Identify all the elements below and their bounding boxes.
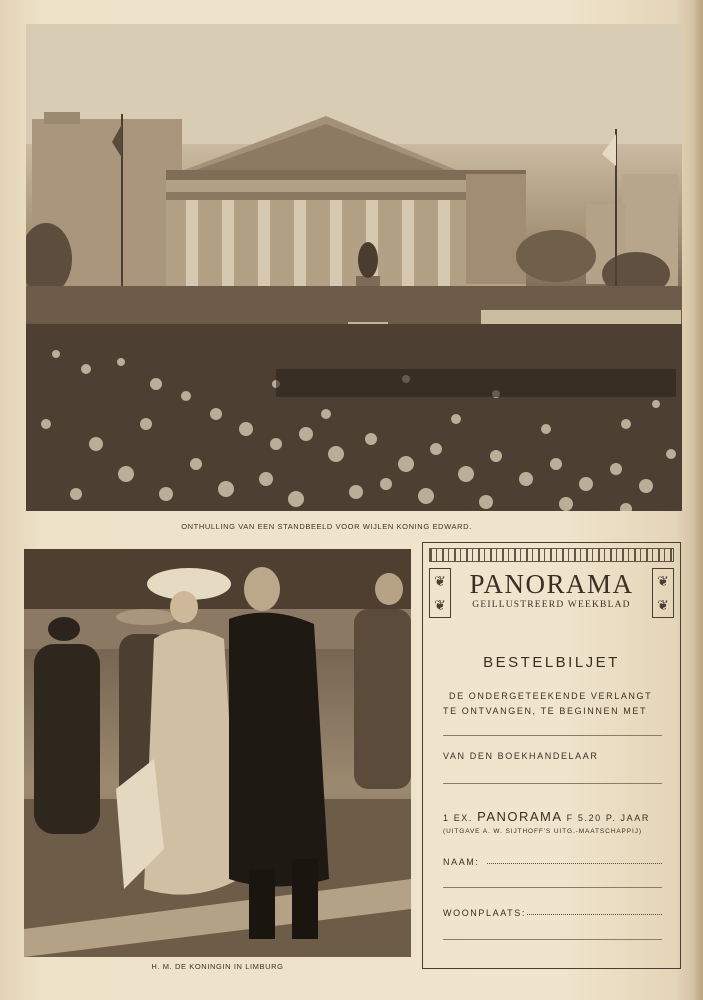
bottom-photo-caption: H. M. DE KONINGIN IN LIMBURG <box>151 962 284 971</box>
bookseller-line: VAN DEN BOEKHANDELAAR <box>443 751 599 761</box>
page-spine-edge <box>691 0 703 1000</box>
publisher-note: (UITGAVE A. W. SIJTHOFF'S UITG.-MAATSCHAPPIJ) <box>443 828 642 835</box>
intro-line-1: DE ONDERGETEEKENDE VERLANGT <box>449 691 653 701</box>
residence-label: WOONPLAATS: <box>443 908 526 918</box>
form-heading: BESTELBILJET <box>483 654 620 671</box>
subscription-title: PANORAMA <box>477 809 563 824</box>
ornament-icon: ❦ <box>434 597 446 613</box>
masthead-title: PANORAMA <box>469 569 634 599</box>
name-label: NAAM: <box>443 857 480 867</box>
left-ornament-panel <box>429 568 451 618</box>
ornament-icon: ❦ <box>657 597 669 613</box>
ornament-border <box>429 548 674 562</box>
order-form <box>422 542 681 969</box>
residence-field[interactable] <box>527 914 662 915</box>
fill-in-line[interactable] <box>443 735 662 736</box>
intro-line-2: TE ONTVANGEN, TE BEGINNEN MET <box>443 706 648 716</box>
subscription-quantity: 1 EX. <box>443 813 474 823</box>
queen-in-limburg-photo <box>24 549 411 957</box>
masthead-subtitle: GEILLUSTREERD WEEKBLAD <box>472 600 631 610</box>
fill-in-line[interactable] <box>443 887 662 888</box>
statue-unveiling-illustration <box>26 24 682 511</box>
fill-in-line[interactable] <box>443 939 662 940</box>
ornament-icon: ❦ <box>434 573 446 589</box>
ornament-icon: ❦ <box>657 573 669 589</box>
subscription-price: F 5.20 P. JAAR <box>566 813 650 823</box>
right-ornament-panel <box>652 568 674 618</box>
name-field[interactable] <box>487 863 662 864</box>
statue-unveiling-photo <box>26 24 682 511</box>
fill-in-line[interactable] <box>443 783 662 784</box>
masthead <box>453 569 650 611</box>
top-photo-caption: ONTHULLING VAN EEN STANDBEELD VOOR WIJLEN KONING EDWARD. <box>181 522 472 531</box>
intro-text <box>443 689 668 719</box>
queen-walking-illustration <box>24 549 411 957</box>
